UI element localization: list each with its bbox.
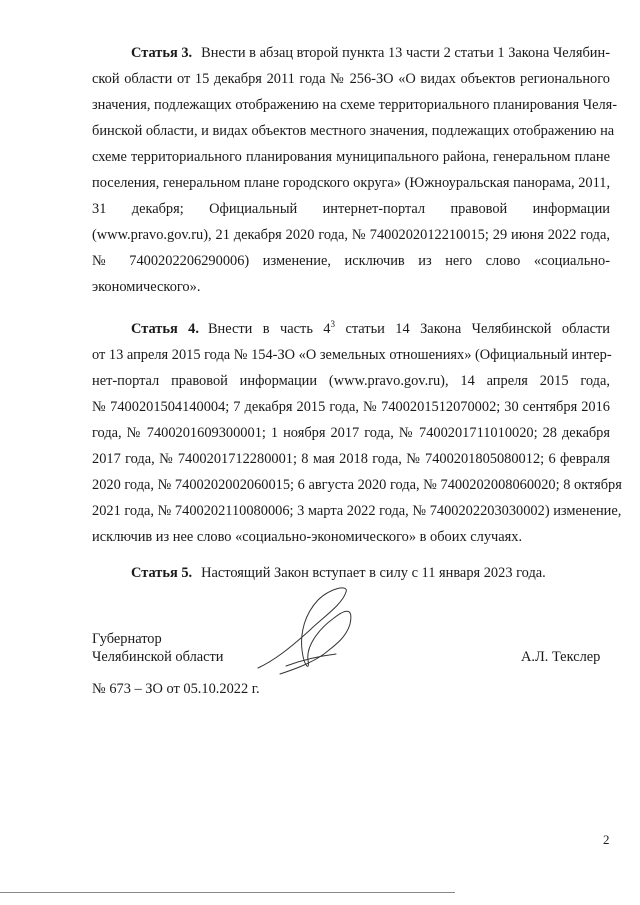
governor-title-line2: Челябинской области	[92, 649, 224, 665]
article4-line-8: 2021 года, № 7400202110080006; 3 марта 2022 года, № 7400202203030002) изменение,	[92, 503, 622, 519]
article3-line-6: поселения, генеральном плане городского округа» (Южноуральская панорама, 2011,	[92, 175, 611, 191]
article4-line-9: исключив из нее слово «социально-экономического» в обоих случаях.	[92, 529, 523, 545]
article3-line-8: (www.pravo.gov.ru), 21 декабря 2020 года, № 7400202012210015; 29 июня 2022 года,	[92, 227, 610, 243]
governor-name: А.Л. Текслер	[521, 649, 601, 665]
article4-line-5: года, № 7400201609300001; 1 ноября 2017 года, № 7400201711010020; 28 декабря	[92, 425, 610, 441]
article4-line-3: нет-портал правовой информации (www.pravo.gov.ru), 14 апреля 2015 года,	[92, 373, 610, 389]
article4-line-4: № 7400201504140004; 7 декабря 2015 года, № 7400201512070002; 30 сентября 2016	[92, 399, 610, 415]
article3-line-4: бинской области, и видах объектов местного значения, подлежащих отображению на	[92, 123, 615, 139]
article4-line-2: от 13 апреля 2015 года № 154-ЗО «О земельных отношениях» (Официальный интер-	[92, 347, 612, 363]
article4-superscript: 3	[330, 319, 336, 329]
handwritten-signature	[250, 580, 360, 680]
article3-label: Статья 3.	[131, 45, 193, 61]
article4-line-1-after: статьи 14 Закона Челябинской области	[335, 321, 610, 337]
article3-line-9: № 7400202206290006) изменение, исключив из него слово «социально-	[92, 253, 610, 269]
article4-line-6: 2017 года, № 7400201712280001; 8 мая 2018 года, № 7400201805080012; 6 февраля	[92, 451, 610, 467]
article4-line-7: 2020 года, № 7400202002060015; 6 августа 2020 года, № 7400202008060020; 8 октября	[92, 477, 622, 493]
page-number: 2	[603, 832, 610, 847]
article5-line	[131, 564, 610, 582]
article3-line-10: экономического».	[92, 279, 201, 295]
governor-title-line1: Губернатор	[92, 631, 162, 647]
article4-line-1-before: Внести в часть 4	[207, 321, 331, 337]
article3-line-7: 31 декабря; Официальный интернет-портал правовой информации	[92, 201, 610, 217]
article3-line-5: схеме территориального планирования муниципального района, генеральном плане	[92, 149, 610, 165]
article4-first-line	[131, 320, 610, 338]
article3-line-3: значения, подлежащих отображению на схеме территориального планирования Челя-	[92, 97, 618, 113]
article5-text: Настоящий Закон вступает в силу с 11 января 2023 года.	[201, 565, 546, 581]
article4-label: Статья 4.	[131, 321, 199, 337]
article3-first-line	[131, 44, 610, 62]
bottom-rule	[0, 892, 455, 893]
article3-line-1: Внести в абзац второй пункта 13 части 2 статьи 1 Закона Челябин-	[201, 45, 611, 61]
article3-line-2: ской области от 15 декабря 2011 года № 256-ЗО «О видах объектов регионального	[92, 71, 610, 87]
article5-label: Статья 5.	[131, 565, 193, 581]
law-number: № 673 – ЗО от 05.10.2022 г.	[92, 681, 260, 697]
